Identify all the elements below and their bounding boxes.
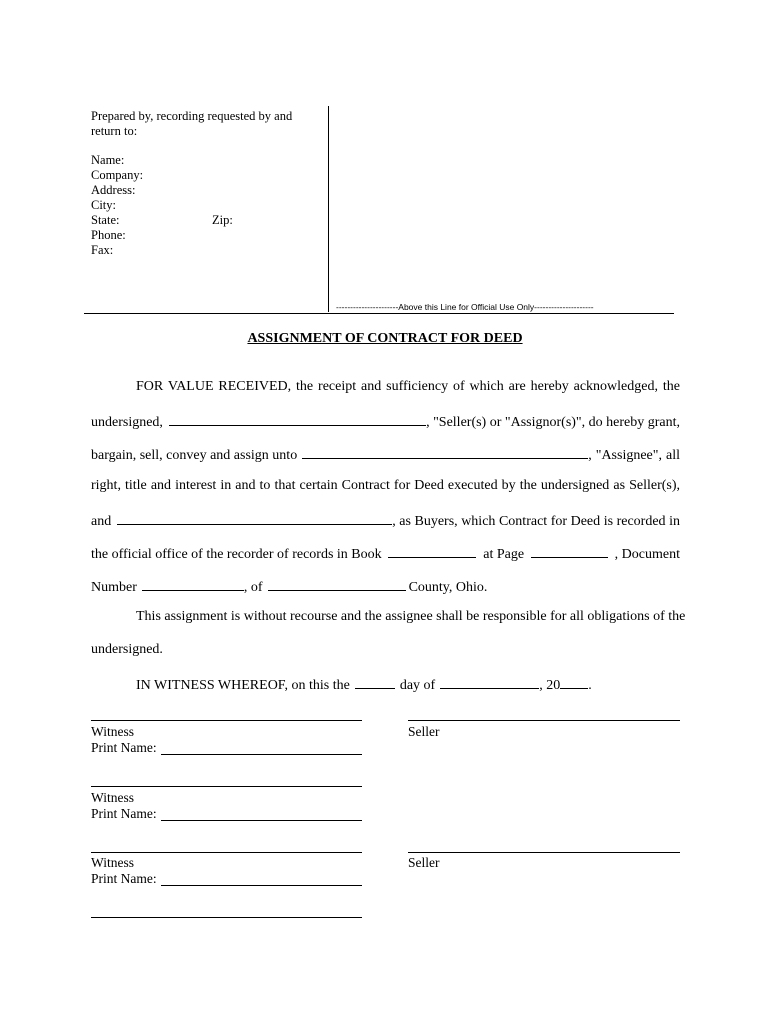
official-use-line-text: ----------------------Above this Line for Official Use Only---------------------	[336, 302, 594, 312]
paragraph-line-3	[91, 445, 680, 464]
paragraph-line-1	[136, 379, 680, 395]
p2-line1-text: This assignment is without recourse and the assignee shall be responsible for all obligations of the	[136, 609, 686, 624]
p1-line3-text-b: , "Assignee", all	[588, 448, 680, 463]
p1-line5-text-a: and	[91, 514, 112, 529]
witness-3-print-name-line[interactable]	[161, 885, 362, 886]
p1-line1-text: FOR VALUE RECEIVED, the receipt and sufficiency of which are hereby acknowledged, the	[136, 379, 680, 394]
zip-label: Zip:	[212, 213, 233, 227]
state-label: State:	[91, 213, 120, 227]
prepared-by-text: Prepared by, recording requested by and	[91, 109, 293, 123]
witness-1-label: Witness	[91, 724, 134, 739]
p1-line7-text-a: Number	[91, 580, 137, 595]
paragraph-line-4	[91, 478, 680, 494]
p1-line7-text-c: County, Ohio.	[408, 580, 488, 595]
address-label: Address:	[91, 183, 136, 197]
p1-line4-text: right, title and interest in and to that certain Contract for Deed executed by the undersigned as Seller(s),	[91, 478, 680, 493]
p1-line2-text-b: , "Seller(s) or "Assignor(s)", do hereby grant,	[426, 415, 680, 430]
witness-1-print-name-label: Print Name:	[91, 740, 157, 755]
witness-2-print-name-line[interactable]	[161, 820, 362, 821]
assignee-name-blank[interactable]	[302, 445, 588, 459]
day-blank[interactable]	[355, 675, 395, 689]
city-label: City:	[91, 198, 117, 212]
p1-line7-text-b: , of	[243, 580, 263, 595]
witness-whereof-text-b: day of	[399, 678, 436, 693]
year-blank[interactable]	[560, 675, 588, 689]
document-number-blank[interactable]	[142, 577, 244, 591]
page-number-blank[interactable]	[531, 544, 608, 558]
witness-3-print-name-label: Print Name:	[91, 871, 157, 886]
month-blank[interactable]	[440, 675, 539, 689]
seller-1-signature-line[interactable]	[408, 720, 680, 721]
phone-label: Phone:	[91, 228, 126, 242]
witness-2-signature-line[interactable]	[91, 786, 362, 787]
p1-line2-text-a: undersigned,	[91, 415, 163, 430]
return-to-text: return to:	[91, 124, 138, 138]
witness-whereof-text-a: IN WITNESS WHEREOF, on this the	[136, 678, 350, 693]
seller-1-label: Seller	[408, 724, 440, 739]
seller-2-label: Seller	[408, 855, 440, 870]
witness-1-print-name-line[interactable]	[161, 754, 362, 755]
fax-label: Fax:	[91, 243, 114, 257]
witness-whereof-line	[136, 675, 592, 694]
witness-3-label: Witness	[91, 855, 134, 870]
seller-2-signature-line[interactable]	[408, 852, 680, 853]
witness-whereof-text-c: , 20	[539, 678, 561, 693]
document-title: ASSIGNMENT OF CONTRACT FOR DEED	[247, 331, 523, 346]
book-number-blank[interactable]	[388, 544, 476, 558]
paragraph-line-6	[91, 544, 680, 563]
paragraph-line-2	[91, 412, 680, 431]
name-label: Name:	[91, 153, 125, 167]
p1-line6-text-b: at Page	[483, 547, 525, 562]
header-divider-vertical	[328, 106, 329, 312]
witness-2-label: Witness	[91, 790, 134, 805]
buyers-name-blank[interactable]	[117, 511, 392, 525]
seller-name-blank[interactable]	[169, 412, 426, 426]
p1-line6-text-a: the official office of the recorder of records in Book	[91, 547, 382, 562]
p1-line3-text-a: bargain, sell, convey and assign unto	[91, 448, 298, 463]
p1-line5-text-b: , as Buyers, which Contract for Deed is recorded in	[392, 514, 680, 529]
company-label: Company:	[91, 168, 144, 182]
paragraph-line-5	[91, 511, 680, 530]
witness-whereof-text-d: .	[588, 678, 592, 693]
additional-signature-line[interactable]	[91, 917, 362, 918]
p1-line6-text-c: , Document	[614, 547, 680, 562]
paragraph-line-7	[91, 577, 487, 596]
paragraph-2-line-1	[136, 609, 686, 625]
p2-line2-text: undersigned.	[91, 642, 163, 657]
official-use-rule	[84, 313, 674, 314]
witness-1-signature-line[interactable]	[91, 720, 362, 721]
county-blank[interactable]	[268, 577, 406, 591]
witness-2-print-name-label: Print Name:	[91, 806, 157, 821]
witness-3-signature-line[interactable]	[91, 852, 362, 853]
